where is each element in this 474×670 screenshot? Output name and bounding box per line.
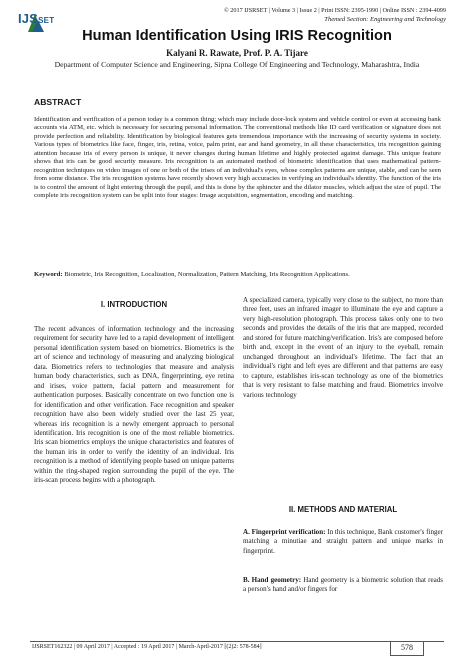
keywords-list: Biometric, Iris Recognition, Localization, Normalization, Pattern Matching, Iris Recognition Applications. bbox=[62, 271, 350, 278]
hand-geometry-paragraph bbox=[243, 576, 443, 595]
keywords-label: Keyword: bbox=[34, 271, 63, 278]
authors: Kalyani R. Rawate, Prof. P. A. Tijare bbox=[166, 48, 308, 58]
footer-rule bbox=[30, 641, 444, 642]
footer-citation: IJSRSET162322 | 09 April 2017 | Accepted : 19 April 2017 | March-April-2017 [(2)2: 578-584] bbox=[32, 644, 262, 650]
abstract-text: Identification and verification of a person today is a common thing; which may include door-lock system and vehicle control or even at accessing bank accounts via ATM, etc. which is necessary for securing personal information. The conventional methods like ID card verification or signature does not provide perfection and reliability. Identification by biological features gets tremendous importance with the increasing of security systems in society. Various types of biometrics like face, finger, iris, retina, voice, palm print, ear and hand geometry, in all these characteristics, iris recognition gaining attention because iris of every person is unique, it never changes during human lifetime and highly protected against damage. This unique feature shows that iris can be good security measure. Iris recognition is an automated method of biometric identification that uses mathematical pattern-recognition techniques on video images of one or both of the irises of an individual's eyes, whose complex patterns are unique, stable, and can be seen from some distance. The iris recognition systems have recently shown very high accuracies in verifying an individual's identity. The function of the iris is to control the amount of light entering through the pupil, and this is done by the sphincter and the dilator muscles, which adjust the size of pupil. The complete iris recognition system can be split into four stages: Image acquisition, segmentation, encoding and matching. bbox=[34, 116, 441, 200]
journal-info: © 2017 IJSRSET | Volume 3 | Issue 2 | Print ISSN: 2395-1990 | Online ISSN : 2394-4099 bbox=[224, 7, 446, 14]
introduction-paragraph: The recent advances of information technology and the increasing requirement for security have led to a rapid development of intelligent personal identification system based on biometrics. Biometrics is the art of science and technology of measuring and analyzing biological data. Biometrics refers to technologies that measure and analysis human body characteristics, such as DNA, fingerprinting, eye retina and irises, voice pattern, facial pattern and measurement for authentication purposes. Basically concentrate on two function one is for identification and other verification. Face recognition and speaker recognition have also been widely studied over the last 25 year, whereas iris recognition is a newly emergent approach to personal identification. Iris recognition is one of the most reliable biometrics. Iris scan biometrics employs the unique characteristics and features of the human iris in order to verify the identity of an individual. Iris recognition is a method of identifying people based on unique patterns within the ring-shaped region surrounding the pupil of the eye. The iris-scan process begins with a photograph. bbox=[34, 325, 234, 485]
methods-heading: II. METHODS AND MATERIAL bbox=[288, 505, 398, 514]
introduction-text bbox=[34, 325, 234, 486]
journal-logo-text: IJSSET bbox=[18, 11, 55, 26]
abstract-heading: ABSTRACT bbox=[34, 97, 82, 107]
introduction-continued-paragraph: A specialized camera, typically very close to the subject, no more than three feet, uses an infrared imager to illuminate the eye and capture a very high-resolution photograph. This process takes only one to two seconds and provides the details of the iris that are mapped, recorded and stored for future matching/verification. Iris's are composed before birth and, except in the event of an injury to the eyeball, remain unchanged throughout an individual's lifetime. The fact that an individual's right and left eyes are different and that patterns are easy to capture, establishes iris-scan technology as one of the biometrics that is very resistant to false matching and fraud. Biometrics involve various technology bbox=[243, 296, 443, 399]
introduction-heading: I. INTRODUCTION bbox=[100, 300, 168, 309]
hand-geometry-text: Hand geometry is a biometric solution that reads a person's hand and/or fingers for bbox=[243, 576, 443, 594]
affiliation: Department of Computer Science and Engineering, Sipna College Of Engineering and Technology, Maharashtra, India bbox=[54, 60, 420, 69]
introduction-continued bbox=[243, 296, 443, 400]
page-number: 578 bbox=[390, 641, 424, 656]
hand-geometry-label: B. Hand geometry: bbox=[243, 576, 302, 584]
fingerprint-paragraph bbox=[243, 528, 443, 556]
fingerprint-label: A. Fingerprint verification: bbox=[243, 528, 326, 536]
themed-section: Themed Section: Engineering and Technology bbox=[324, 16, 446, 23]
fingerprint-text: In this technique, Bank customer's finger matching a minutiae and straight pattern and unique marks in fingerprint. bbox=[243, 528, 443, 555]
paper-title: Human Identification Using IRIS Recognition bbox=[82, 28, 392, 44]
keywords bbox=[34, 271, 441, 280]
